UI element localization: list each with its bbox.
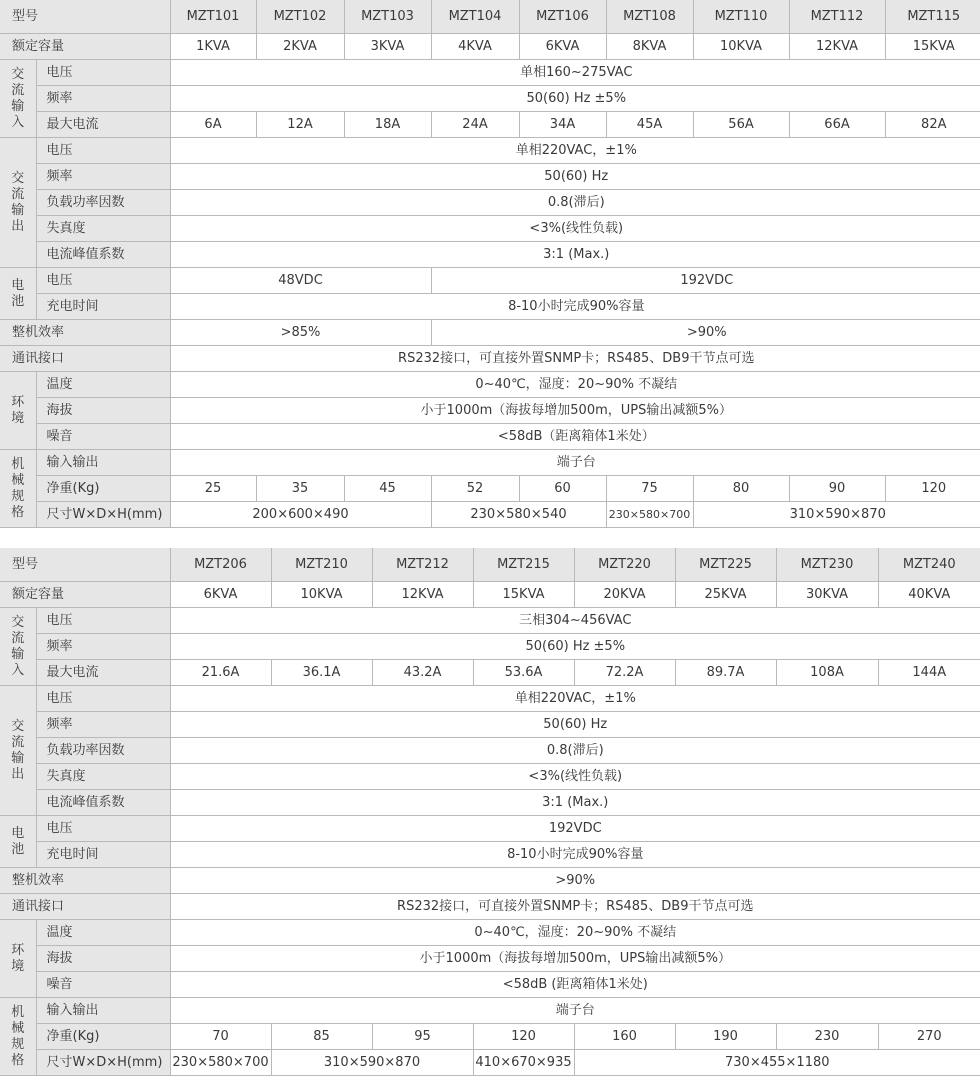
battery-group-label: 电池 [0, 268, 36, 320]
distortion-row [0, 764, 980, 790]
noise-row [0, 972, 980, 998]
size-b: 310×590×870 [271, 1050, 473, 1076]
efficiency-row [0, 320, 980, 346]
voltage-label: 电压 [36, 268, 170, 294]
io: 端子台 [170, 998, 980, 1024]
max-current-cell: 43.2A [372, 660, 473, 686]
frequency-label: 频率 [36, 86, 170, 112]
capacity-cell: 10KVA [271, 582, 372, 608]
power-factor-label: 负载功率因数 [36, 738, 170, 764]
noise: <58dB (距离箱体1米处) [170, 972, 980, 998]
io-label: 输入输出 [36, 450, 170, 476]
altitude-label: 海拔 [36, 398, 170, 424]
crest-factor: 3:1 (Max.) [170, 790, 980, 816]
temperature: 0~40℃，湿度：20~90% 不凝结 [170, 920, 980, 946]
mechanical-group-label: 机械规格 [0, 450, 36, 528]
distortion: <3%(线性负载) [170, 764, 980, 790]
weight-cell: 25 [170, 476, 256, 502]
charge-time-label: 充电时间 [36, 294, 170, 320]
weight-cell: 75 [606, 476, 693, 502]
weight-cell: 90 [789, 476, 885, 502]
capacity-cell: 10KVA [693, 34, 789, 60]
model-cell: MZT110 [693, 0, 789, 34]
capacity-cell: 12KVA [789, 34, 885, 60]
weight-cell: 70 [170, 1024, 271, 1050]
model-label: 型号 [0, 0, 170, 34]
efficiency-label: 整机效率 [0, 868, 170, 894]
voltage-label: 电压 [36, 608, 170, 634]
weight-cell: 35 [256, 476, 344, 502]
battery-group-label: 电池 [0, 816, 36, 868]
ac-input-frequency-row [0, 634, 980, 660]
capacity-cell: 6KVA [519, 34, 606, 60]
max-current-label: 最大电流 [36, 112, 170, 138]
weight-cell: 85 [271, 1024, 372, 1050]
capacity-cell: 1KVA [170, 34, 256, 60]
weight-label: 净重(Kg) [36, 476, 170, 502]
ac-input-frequency: 50(60) Hz ±5% [170, 634, 980, 660]
max-current-cell: 24A [431, 112, 519, 138]
weight-cell: 120 [473, 1024, 574, 1050]
capacity-cell: 8KVA [606, 34, 693, 60]
power-factor: 0.8(滞后) [170, 190, 980, 216]
ac-input-voltage-row [0, 60, 980, 86]
max-current-row [0, 660, 980, 686]
weight-cell: 52 [431, 476, 519, 502]
io-row [0, 998, 980, 1024]
size-label: 尺寸W×D×H(mm) [36, 502, 170, 528]
max-current-cell: 12A [256, 112, 344, 138]
frequency-label: 频率 [36, 164, 170, 190]
ac-input-frequency-row [0, 86, 980, 112]
distortion-row [0, 216, 980, 242]
size-c: 410×670×935 [473, 1050, 574, 1076]
model-cell: MZT103 [344, 0, 431, 34]
noise-label: 噪音 [36, 972, 170, 998]
model-cell: MZT106 [519, 0, 606, 34]
io-label: 输入输出 [36, 998, 170, 1024]
capacity-cell: 40KVA [878, 582, 980, 608]
max-current-label: 最大电流 [36, 660, 170, 686]
distortion: <3%(线性负载) [170, 216, 980, 242]
altitude: 小于1000m（海拔每增加500m，UPS输出减额5%） [170, 946, 980, 972]
battery-voltage-a: 48VDC [170, 268, 431, 294]
crest-factor-label: 电流峰值系数 [36, 790, 170, 816]
crest-factor-label: 电流峰值系数 [36, 242, 170, 268]
weight-cell: 60 [519, 476, 606, 502]
capacity-row [0, 582, 980, 608]
charge-time-row [0, 842, 980, 868]
max-current-cell: 6A [170, 112, 256, 138]
ac-input-group-label: 交流输入 [0, 60, 36, 138]
distortion-label: 失真度 [36, 216, 170, 242]
weight-cell: 120 [885, 476, 980, 502]
noise: <58dB（距离箱体1米处） [170, 424, 980, 450]
max-current-cell: 144A [878, 660, 980, 686]
capacity-cell: 25KVA [675, 582, 776, 608]
ac-input-voltage: 三相304~456VAC [170, 608, 980, 634]
weight-cell: 80 [693, 476, 789, 502]
ac-input-voltage-row [0, 608, 980, 634]
ac-output-frequency-row [0, 164, 980, 190]
model-cell: MZT115 [885, 0, 980, 34]
model-row [0, 0, 980, 34]
crest-factor: 3:1 (Max.) [170, 242, 980, 268]
size-c: 230×580×700 [606, 502, 693, 528]
capacity-cell: 6KVA [170, 582, 271, 608]
model-cell: MZT102 [256, 0, 344, 34]
frequency-label: 频率 [36, 634, 170, 660]
max-current-cell: 56A [693, 112, 789, 138]
size-a: 200×600×490 [170, 502, 431, 528]
max-current-cell: 21.6A [170, 660, 271, 686]
capacity-cell: 4KVA [431, 34, 519, 60]
comm-label: 通讯接口 [0, 346, 170, 372]
efficiency: >90% [170, 868, 980, 894]
size-label: 尺寸W×D×H(mm) [36, 1050, 170, 1076]
power-factor-row [0, 190, 980, 216]
comm: RS232接口，可直接外置SNMP卡；RS485、DB9干节点可选 [170, 894, 980, 920]
ac-input-voltage: 单相160~275VAC [170, 60, 980, 86]
ac-output-frequency-row [0, 712, 980, 738]
voltage-label: 电压 [36, 60, 170, 86]
mechanical-group-label: 机械规格 [0, 998, 36, 1076]
temperature-label: 温度 [36, 920, 170, 946]
ac-output-voltage: 单相220VAC，±1% [170, 686, 980, 712]
weight-cell: 270 [878, 1024, 980, 1050]
model-cell: MZT220 [574, 548, 675, 582]
power-factor: 0.8(滞后) [170, 738, 980, 764]
comm-row [0, 346, 980, 372]
charge-time-row [0, 294, 980, 320]
altitude: 小于1000m（海拔每增加500m，UPS输出减额5%） [170, 398, 980, 424]
power-factor-row [0, 738, 980, 764]
capacity-row [0, 34, 980, 60]
temperature-label: 温度 [36, 372, 170, 398]
charge-time: 8-10小时完成90%容量 [170, 294, 980, 320]
capacity-cell: 3KVA [344, 34, 431, 60]
weight-cell: 190 [675, 1024, 776, 1050]
capacity-cell: 12KVA [372, 582, 473, 608]
max-current-cell: 34A [519, 112, 606, 138]
max-current-cell: 66A [789, 112, 885, 138]
max-current-cell: 108A [776, 660, 878, 686]
ac-output-frequency: 50(60) Hz [170, 164, 980, 190]
model-cell: MZT101 [170, 0, 256, 34]
model-cell: MZT206 [170, 548, 271, 582]
altitude-row [0, 946, 980, 972]
comm-row [0, 894, 980, 920]
capacity-cell: 2KVA [256, 34, 344, 60]
ac-input-group-label: 交流输入 [0, 608, 36, 686]
capacity-cell: 20KVA [574, 582, 675, 608]
capacity-label: 额定容量 [0, 582, 170, 608]
model-cell: MZT108 [606, 0, 693, 34]
crest-factor-row [0, 242, 980, 268]
size-row [0, 502, 980, 528]
ac-output-frequency: 50(60) Hz [170, 712, 980, 738]
capacity-cell: 15KVA [473, 582, 574, 608]
max-current-cell: 82A [885, 112, 980, 138]
ac-output-group-label: 交流输出 [0, 138, 36, 268]
environment-group-label: 环境 [0, 372, 36, 450]
size-d: 310×590×870 [693, 502, 980, 528]
altitude-label: 海拔 [36, 946, 170, 972]
voltage-label: 电压 [36, 686, 170, 712]
weight-cell: 45 [344, 476, 431, 502]
io-row [0, 450, 980, 476]
altitude-row [0, 398, 980, 424]
max-current-cell: 36.1A [271, 660, 372, 686]
model-label: 型号 [0, 548, 170, 582]
ac-output-group-label: 交流输出 [0, 686, 36, 816]
max-current-row [0, 112, 980, 138]
model-cell: MZT104 [431, 0, 519, 34]
model-cell: MZT240 [878, 548, 980, 582]
size-row [0, 1050, 980, 1076]
temperature-row [0, 920, 980, 946]
crest-factor-row [0, 790, 980, 816]
voltage-label: 电压 [36, 816, 170, 842]
ac-output-voltage: 单相220VAC，±1% [170, 138, 980, 164]
comm-label: 通讯接口 [0, 894, 170, 920]
power-factor-label: 负载功率因数 [36, 190, 170, 216]
model-cell: MZT112 [789, 0, 885, 34]
weight-cell: 230 [776, 1024, 878, 1050]
efficiency-a: >85% [170, 320, 431, 346]
weight-row [0, 476, 980, 502]
efficiency-b: >90% [431, 320, 980, 346]
spec-table-three-phase [0, 548, 980, 1076]
battery-voltage-row [0, 268, 980, 294]
weight-cell: 95 [372, 1024, 473, 1050]
capacity-cell: 30KVA [776, 582, 878, 608]
efficiency-row [0, 868, 980, 894]
battery-voltage: 192VDC [170, 816, 980, 842]
voltage-label: 电压 [36, 138, 170, 164]
table-separator [0, 534, 980, 548]
max-current-cell: 72.2A [574, 660, 675, 686]
model-cell: MZT225 [675, 548, 776, 582]
model-cell: MZT212 [372, 548, 473, 582]
efficiency-label: 整机效率 [0, 320, 170, 346]
max-current-cell: 45A [606, 112, 693, 138]
environment-group-label: 环境 [0, 920, 36, 998]
comm: RS232接口，可直接外置SNMP卡；RS485、DB9干节点可选 [170, 346, 980, 372]
spec-table-single-phase [0, 0, 980, 528]
charge-time-label: 充电时间 [36, 842, 170, 868]
battery-voltage-row [0, 816, 980, 842]
model-row [0, 548, 980, 582]
weight-cell: 160 [574, 1024, 675, 1050]
ac-output-voltage-row [0, 138, 980, 164]
ac-output-voltage-row [0, 686, 980, 712]
io: 端子台 [170, 450, 980, 476]
distortion-label: 失真度 [36, 764, 170, 790]
size-a: 230×580×700 [170, 1050, 271, 1076]
capacity-label: 额定容量 [0, 34, 170, 60]
noise-row [0, 424, 980, 450]
ac-input-frequency: 50(60) Hz ±5% [170, 86, 980, 112]
temperature: 0~40℃，湿度：20~90% 不凝结 [170, 372, 980, 398]
temperature-row [0, 372, 980, 398]
model-cell: MZT230 [776, 548, 878, 582]
capacity-cell: 15KVA [885, 34, 980, 60]
noise-label: 噪音 [36, 424, 170, 450]
max-current-cell: 53.6A [473, 660, 574, 686]
charge-time: 8-10小时完成90%容量 [170, 842, 980, 868]
battery-voltage-b: 192VDC [431, 268, 980, 294]
frequency-label: 频率 [36, 712, 170, 738]
model-cell: MZT215 [473, 548, 574, 582]
max-current-cell: 89.7A [675, 660, 776, 686]
model-cell: MZT210 [271, 548, 372, 582]
weight-label: 净重(Kg) [36, 1024, 170, 1050]
weight-row [0, 1024, 980, 1050]
size-b: 230×580×540 [431, 502, 606, 528]
max-current-cell: 18A [344, 112, 431, 138]
size-d: 730×455×1180 [574, 1050, 980, 1076]
